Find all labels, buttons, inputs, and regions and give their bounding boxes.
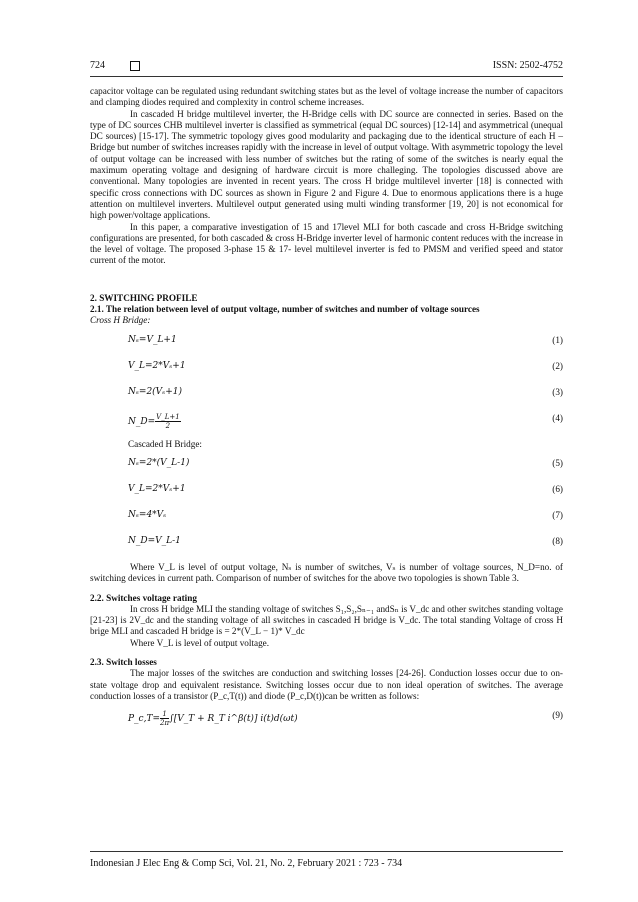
equation-8 [90, 534, 563, 552]
equation-expr: Nₛ=2*(V_L-1) [128, 457, 190, 468]
equation-6 [90, 482, 563, 500]
page-number: 724 [90, 60, 105, 71]
voltage-rating-where: Where V_L is level of output voltage. [130, 637, 270, 648]
paragraph-1: In cascaded H bridge multilevel inverter, the H-Bridge cells with DC source are connected in series. Based on the type of DC sources CHB multilevel inverter is classified as symmetrical (equal DC sources) [12-14] and asymmetrical (unequal DC sources) [15-17]. The symmetric topology gives good modularity and packaging due to the identical structure of each H – Bridge but number of switches increases rapidly with the increase in level of output voltage. With asymmetric topology the level of output voltage can be increased with less number of switches but the rating of some of the switches is nearly equal the maximum operating voltage and designing of hardware circuit is more challeging. The topologies discussed above are conventional. Many topologies are invented in recent years. The cross H bridge multilevel inverter [18] is connected with specific cross connections with DC sources as shown in Figure 2 and Figure 4. Due to enormous applications there is a huge attention on multilevel inverters. Multilevel output generated using multi winding transformer [19, 20] is not economical for high power/voltage applications. [90, 108, 564, 221]
fraction-numerator: V_L+1 [156, 412, 180, 421]
fraction-numerator: 1 [160, 710, 169, 719]
equation-1 [90, 333, 563, 351]
equation-expr: V_L=2*Vₛ+1 [128, 483, 186, 494]
equation-number: (6) [552, 483, 563, 494]
cross-h-bridge-label: Cross H Bridge: [90, 315, 151, 326]
equation-expr [128, 413, 181, 430]
equation-expr: N_D=V_L-1 [128, 535, 181, 546]
footer-rule [90, 851, 563, 852]
square-icon [130, 61, 140, 71]
equation-expr [128, 710, 298, 727]
equation-2 [90, 359, 563, 377]
paragraph-2: In this paper, a comparative investigation of 15 and 17level MLI for both cascade and cross H-Bridge switching configurations are presented, for both cascaded & cross H-Bridge inverter level of harmonic content reduces with the increase in the level of voltage. The proposed 3-phase 15 & 17- level multilevel inverter is fed to PMSM and verified speed and stator current of the motor. [90, 221, 563, 266]
voltage-rating-paragraph: In cross H bridge MLI the standing voltage of switches S₁,S₂,Sₙ₋₁ andSₙ is V_dc and other switches standing voltage [21-23] is 2V_dc and the standing voltage of all switches in cascaded H bridge is V_dc. The total standing Voltage of cross H brige MLI and cascaded H bridge is = 2*(V_L − 1)* V_dc [90, 603, 563, 637]
equation-7 [90, 508, 563, 526]
equation-number: (9) [552, 710, 563, 721]
fraction [155, 413, 181, 430]
fraction [160, 710, 169, 727]
equation-rhs: ∫[V_T + R_T i^β(t)] i(t)d(ωt) [169, 714, 298, 725]
page-footer: Indonesian J Elec Eng & Comp Sci, Vol. 21, No. 2, February 2021 : 723 - 734 [90, 858, 403, 869]
subsection-2-2-heading: 2.2. Switches voltage rating [90, 592, 197, 603]
fraction-denominator: 2 [165, 421, 171, 430]
subsection-2-3-heading: 2.3. Switch losses [90, 657, 157, 668]
equation-expr: Nₛ=2(Vₛ+1) [128, 386, 182, 397]
equation-expr: V_L=2*Vₛ+1 [128, 360, 186, 371]
paragraph-0: capacitor voltage can be regulated using redundant switching states but as the level of voltage increase the number of capacitors and clamping diodes required and complexity in control scheme increases. [90, 86, 563, 108]
equation-lhs: P_c,T= [128, 714, 161, 725]
fraction-denominator: 2π [160, 719, 170, 728]
header-rule [90, 76, 563, 77]
equation-number: (3) [552, 386, 563, 397]
cascaded-h-bridge-label: Cascaded H Bridge: [128, 438, 202, 449]
subsection-2-1-heading: 2.1. The relation between level of output voltage, number of switches and number of voltage sources [90, 304, 480, 315]
issn: ISSN: 2502-4752 [492, 60, 563, 71]
equation-number: (8) [552, 535, 563, 546]
equation-number: (1) [552, 334, 563, 345]
equation-expr: Nₛ=4*Vₛ [128, 509, 167, 520]
equation-4 [90, 411, 563, 429]
equation-number: (7) [552, 509, 563, 520]
equation-lhs: N_D= [128, 416, 156, 427]
equation-number: (4) [552, 412, 563, 423]
equation-3 [90, 385, 563, 403]
section-heading: 2. SWITCHING PROFILE [90, 292, 198, 303]
equation-5 [90, 456, 563, 474]
equation-number: (2) [552, 360, 563, 371]
equation-number: (5) [552, 457, 563, 468]
where-paragraph: Where V_L is level of output voltage, Nₛ is number of switches, Vₛ is number of voltage sources, N_D=no. of switching devices in current path. Comparison of number of switches for the above two topologies is shown Table 3. [90, 561, 563, 584]
equation-9 [90, 708, 563, 726]
article-body [90, 86, 563, 726]
equation-expr: Nₛ=V_L+1 [128, 334, 177, 345]
page-header [90, 60, 563, 74]
switch-losses-paragraph: The major losses of the switches are conduction and switching losses [24-26]. Conduction losses occur due to on-state voltage drop and equivalent resistance. Switching losses occur due to non ideal operation of switches. The average conduction losses of a transistor (P_c,T(t)) and diode (P_c,D(t))can be written as follows: [90, 668, 563, 701]
